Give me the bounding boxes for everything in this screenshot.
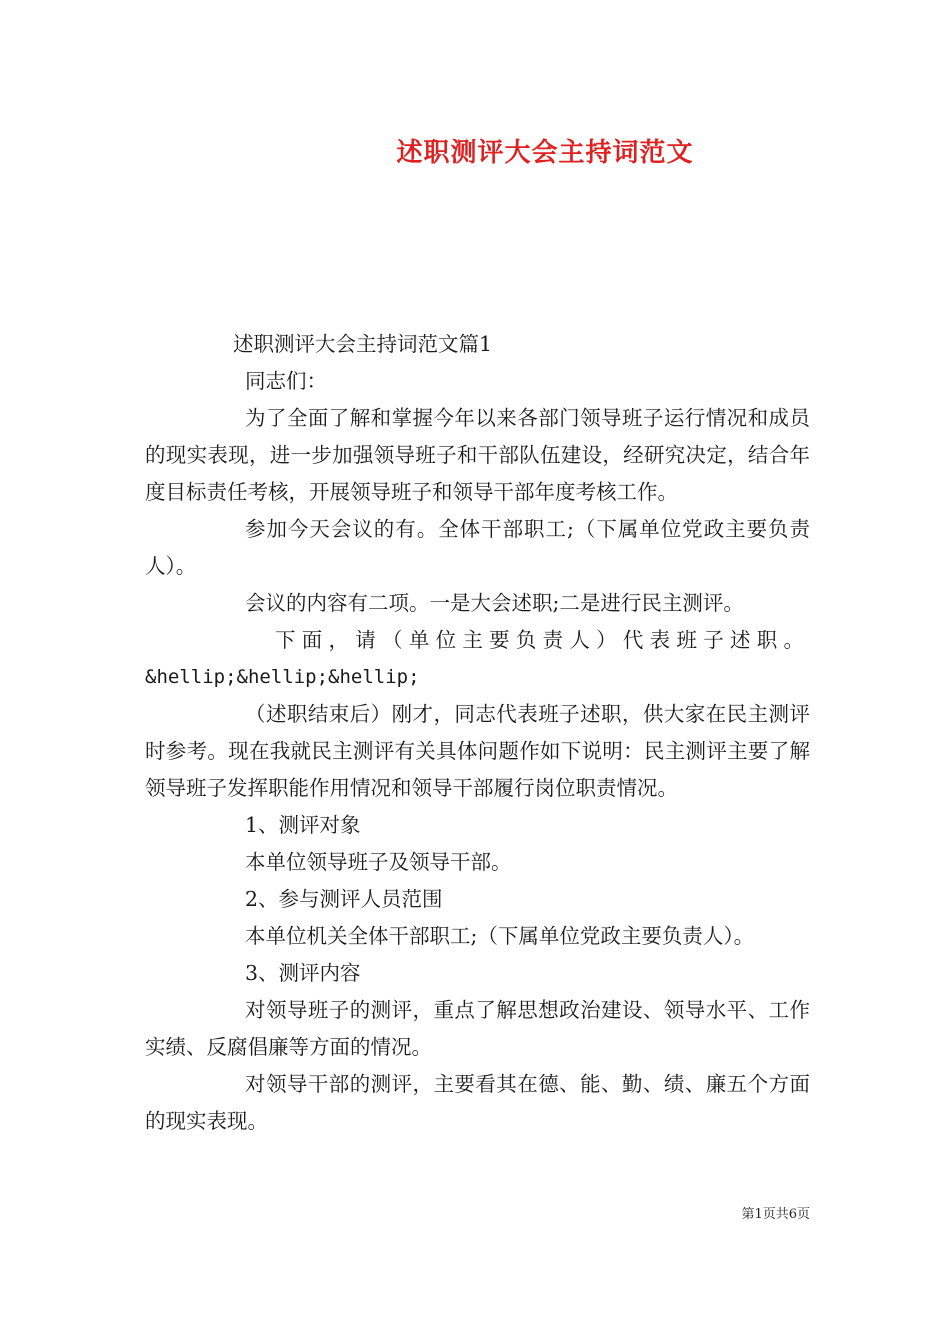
document-body [145, 326, 810, 1140]
document-title: 述职测评大会主持词范文 [396, 138, 694, 168]
paragraph-attendees: 参加今天会议的有。全体干部职工;（下属单位党政主要负责人）。 [145, 517, 810, 578]
salutation: 同志们： [245, 369, 327, 393]
item-body-3a: 对领导班子的测评，重点了解思想政治建设、领导水平、工作实绩、反腐倡廉等方面的情况。 [145, 998, 810, 1059]
paragraph-next: 下面，请（单位主要负责人）代表班子述职。 [275, 628, 810, 652]
item-heading-3: 3、测评内容 [245, 961, 361, 985]
paragraph-intro: 为了全面了解和掌握今年以来各部门领导班子运行情况和成员的现实表现，进一步加强领导班子和干部队伍建设，经研究决定，结合年度目标责任考核，开展领导班子和领导干部年度考核工作。 [145, 406, 810, 504]
paragraph-explanation: （述职结束后）刚才，同志代表班子述职，供大家在民主测评时参考。现在我就民主测评有关具体问题作如下说明：民主测评主要了解领导班子发挥职能作用情况和领导干部履行岗位职责情况。 [145, 702, 810, 800]
item-body-3b: 对领导干部的测评，主要看其在德、能、勤、绩、廉五个方面的现实表现。 [145, 1072, 810, 1133]
item-heading-1: 1、测评对象 [245, 813, 361, 837]
paragraph-agenda: 会议的内容有二项。一是大会述职;二是进行民主测评。 [245, 591, 744, 615]
item-heading-2: 2、参与测评人员范围 [245, 887, 443, 911]
item-body-1: 本单位领导班子及领导干部。 [245, 850, 512, 874]
section-heading: 述职测评大会主持词范文篇1 [233, 332, 493, 356]
paragraph-ellipsis: &hellip;&hellip;&hellip; [145, 666, 420, 688]
page-footer: 第1页共6页 [741, 1207, 810, 1222]
item-body-2: 本单位机关全体干部职工;（下属单位党政主要负责人）。 [245, 924, 755, 948]
